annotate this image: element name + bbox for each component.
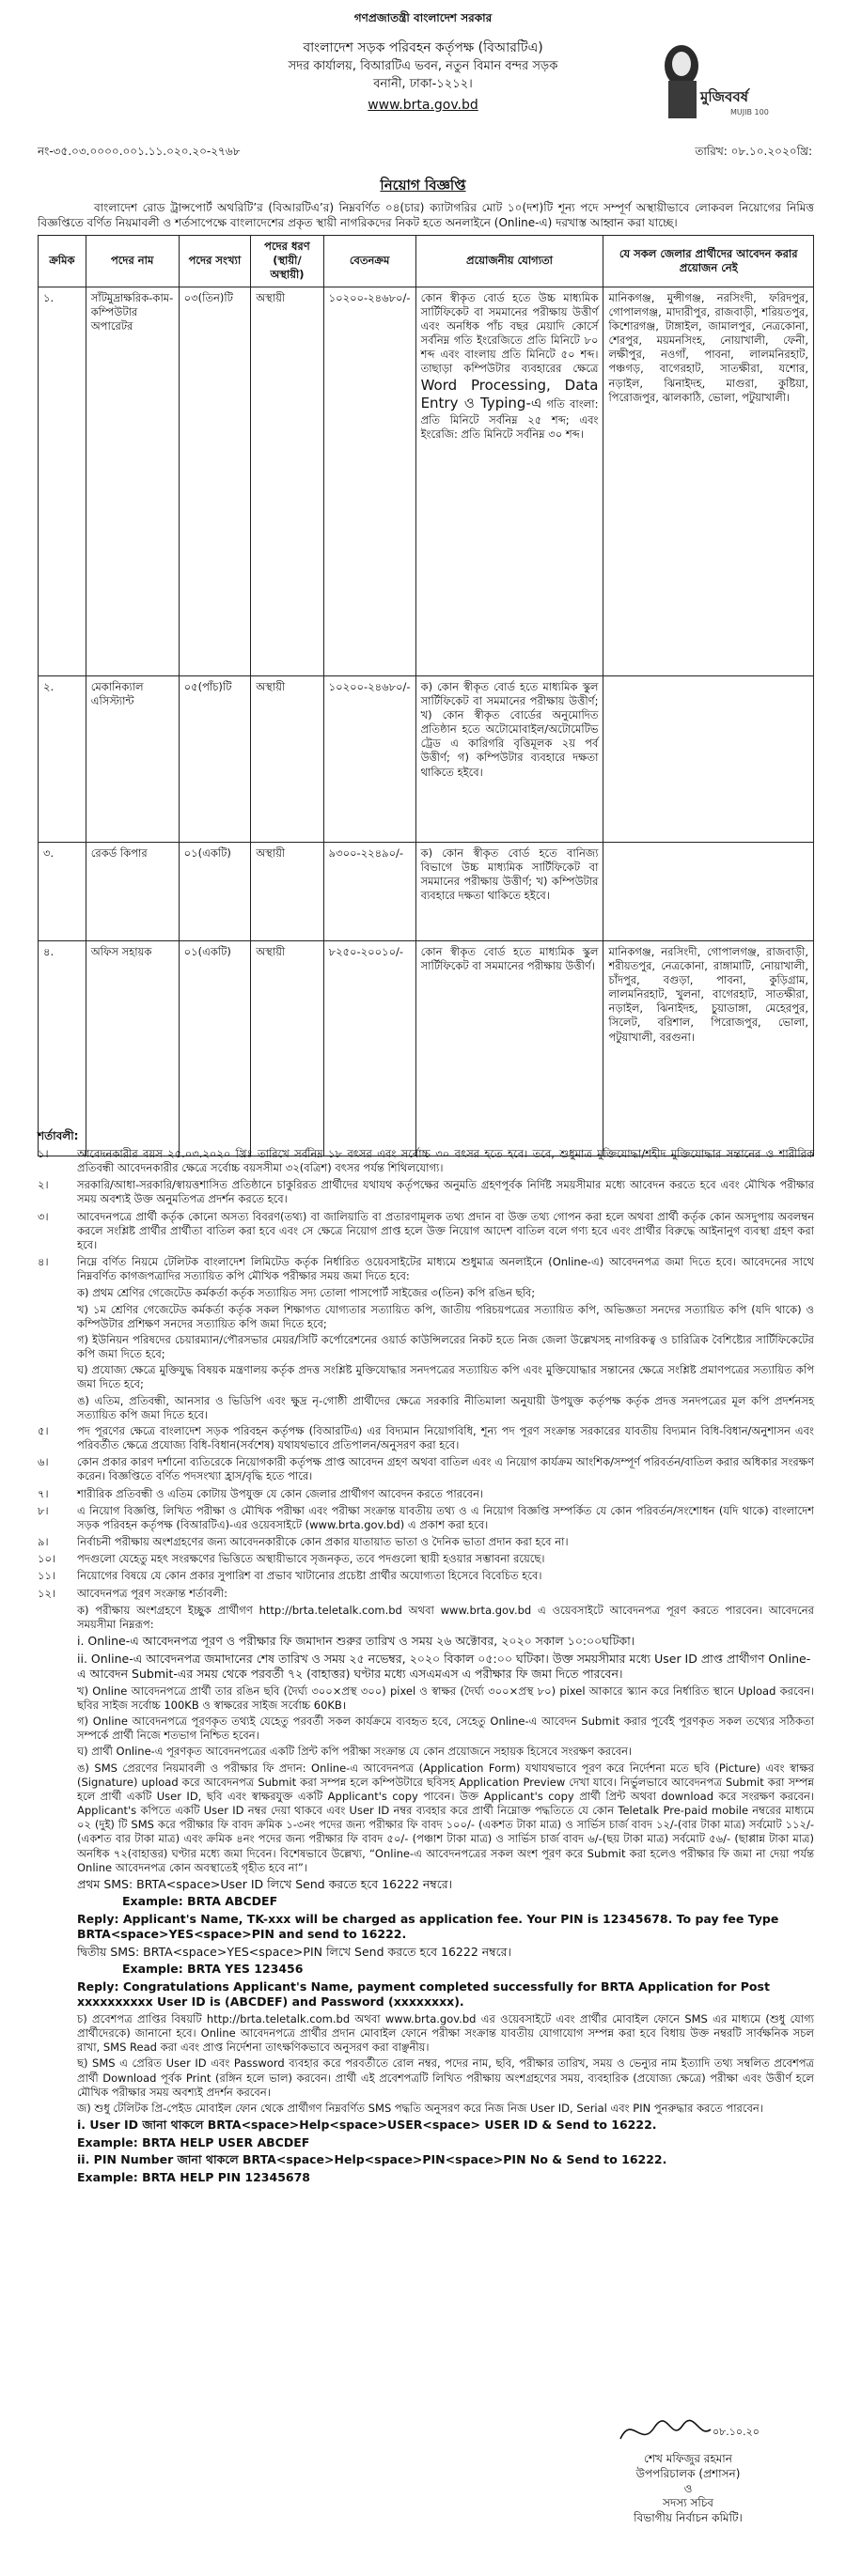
term-number: ১০। [38,1552,56,1566]
document-requirement: খ) ১ম শ্রেণির গেজেটেড কর্মকর্তা কর্তৃক সকল শিক্ষাগত যোগ্যতার সত্যায়িত কপি, জাতীয় পরিচয়পত্রের সত্যায়িত কপি, অভিজ্ঞতা সনদের সত্যায়িত কপি (যদি থাকে) ও কম্পিউটার প্রশিক্ষণ সনদের সত্যায়িত কপি জমা দিতে হবে; [77,1302,814,1330]
cell-post-name: রেকর্ড কিপার [86,842,179,940]
term-item [38,1569,814,1583]
memo-number: নং-৩৫.০৩.০০০০.০০১.১১.০২০.২০-২৭৬৮ [38,145,241,158]
terms-label: শর্তাবলী: [38,1129,79,1142]
application-end-date: ii. Online-এ আবেদনপত্র জমাদানের শেষ তারিখ ও সময় ২৫ নভেম্বর, ২০২০ বিকাল ০৫:০০ ঘটিকা। উক্ত সময়সীমার মধ্যে User ID প্রাপ্ত প্রার্থীগণ Online-এ আবেদন Submit-এর সময় থেকে পরবর্তী ৭২ (বাহাত্তর) ঘণ্টার মধ্যে এসএমএস এ পরীক্ষার ফি জমা দিতে পারবেন। [77,1651,811,1682]
cell-excluded-districts: মানিকগঞ্জ, মুন্সীগঞ্জ, নরসিংদী, ফরিদপুর, গোপালগঞ্জ, মাদারীপুর, রাজবাড়ী, শরিয়তপুর, কিশোরগঞ্জ, টাঙ্গাইল, জামালপুর, নেত্রকোনা, শেরপুর, ময়মনসিংহ, নোয়াখালী, ফেনী, লক্ষীপুর, নওগাঁ, পাবনা, লালমনিরহাট, পঞ্চগড়, বাগেরহাট, সাতক্ষীরা, যশোর, নড়াইল, ঝিনাইদহ, মাগুরা, কুষ্টিয়া, পিরোজপুর, ঝালকাঠি, ভোলা, পটুয়াখালী। [603,287,814,675]
term-text: সরকারি/আধা-সরকারি/স্বায়ত্তশাসিত প্রতিষ্ঠানে চাকুরিরত প্রার্থীদের যথাযথ কর্তৃপক্ষের অনুমতি গ্রহণপূর্বক নির্দিষ্ট সময়সীমার মধ্যে আবেদন করতে হবে এবং মৌখিক পরীক্ষার সময় অবশ্যই উক্ত অনুমতিপত্র প্রদর্শন করতে হবে। [77,1178,814,1206]
government-heading: গণপ্রজাতন্ত্রী বাংলাদেশ সরকার [353,11,493,24]
term-number: ৬। [38,1455,49,1469]
logo-mark-text: MUJIB 100 [730,108,769,116]
col-header-post-type: পদের ধরণ (স্থায়ী/ অস্থায়ী) [251,236,323,287]
signatory-role: সদস্য সচিব [663,2496,713,2510]
signatory-conjunction: ও [683,2481,693,2495]
second-sms-example: Example: BRTA YES 123456 [122,1962,304,1977]
admit-card-download-info: ছ) SMS এ প্রেরিত User ID এবং Password ব্যবহার করে পরবর্তীতে রোল নম্বর, পদের নাম, ছবি, পরীক্ষার তারিখ, সময় ও ভেন্যুর নাম ইত্যাদি তথ্য সম্বলিত প্রবেশপত্র প্রার্থী Download পূর্বক Print (রঙ্গিন হলে ভাল) করবেন। প্রার্থী এই প্রবেশপত্রটি লিখিত পরীক্ষায় অংশগ্রহণের সময়, ব্যবহারিক (প্রযোজ্য ক্ষেত্রে) পরীক্ষা এবং উত্তীর্ণ হলে মৌখিক পরীক্ষার সময় অবশ্যই প্রদর্শন করবেন। [77,2056,814,2099]
signature-image [613,2411,763,2452]
table-row [39,842,814,940]
cell-post-type: অস্থায়ী [251,842,323,940]
term-item [38,1147,814,1175]
signature-block [575,2411,801,2526]
term-item [38,1210,814,1253]
user-id-recovery: i. User ID জানা থাকলে BRTA<space>Help<space>USER<space> USER ID & Send to 16222. [77,2118,657,2133]
term-number: ৩। [38,1209,49,1223]
online-application-info: ক) পরীক্ষায় অংশগ্রহণে ইচ্ছুক প্রার্থীগণ http://brta.teletalk.com.bd অথবা www.brta.gov.bd এ ওয়েবসাইটে আবেদনপত্র পূরণ করতে পারবেন। আবেদনের সময়সীমা নিম্নরূপ: [77,1603,814,1631]
cell-pay-scale: ৯৩০০-২২৪৯০/- [323,842,415,940]
term-item [38,1504,814,1532]
term-item [38,1178,814,1206]
table-row [39,675,814,842]
table-row [39,940,814,1156]
admit-card-info: চ) প্রবেশপত্র প্রাপ্তির বিষয়টি http://brta.teletalk.com.bd অথবা www.brta.gov.bd এর ওয়েবসাইটে এবং প্রার্থীর মোবাইল ফোনে SMS এর মাধ্যমে (শুধু যোগ্য প্রার্থীদেরকে) জানানো হবে। Online আবেদনপত্রে প্রার্থীর প্রদান মোবাইল ফোনে পরীক্ষা সংক্রান্ত যাবতীয় যোগাযোগ সম্পন্ন করা হবে বিধায় উক্ত নম্বরটি সার্বক্ষনিক সচল রাখা, SMS Read করা এবং প্রাপ্ত নির্দেশনা তাৎক্ষণিকভাবে অনুসরণ করা বাঞ্ছনীয়। [77,2011,814,2055]
cell-serial: ২. [39,675,86,842]
term-text: নিম্নে বর্ণিত নিয়মে টেলিটক বাংলাদেশ লিমিটেড কর্তৃক নির্ধারিত ওয়েবসাইটের মাধ্যমে শুধুমাত্র অনলাইনে (Online-এ) আবেদনপত্র জমা দিতে হবে। আবেদনের সাথে নিম্নবর্ণিত কাগজপত্রাদির সত্যায়িত কপি মৌখিক পরীক্ষার সময় জমা দিতে হবে: [77,1255,814,1283]
pin-recovery-info: জ) শুধু টেলিটক প্রি-পেইড মোবাইল ফোন থেকে প্রার্থীগণ নিম্নবর্ণিত SMS পদ্ধতি অনুসরণ করে নিজ নিজ User ID, Serial এবং PIN পুনরুদ্ধার করতে পারবেন। [77,2101,763,2115]
cell-excluded-districts [603,842,814,940]
first-sms-example: Example: BRTA ABCDEF [122,1894,278,1909]
term-number: ১২। [38,1586,56,1600]
document-requirement: গ) ইউনিয়ন পরিষদের চেয়ারম্যান/পৌরসভার মেয়র/সিটি কর্পোরেশনের ওয়ার্ড কাউন্সিলরের নিকট হতে নিজ জেলা উল্লেখসহ নাগরিকত্ব ও চারিত্রিক বৈশিষ্ট্যের সার্টিফিকেটের কপি জমা দিতে হবে; [77,1332,814,1361]
first-sms-reply: Reply: Applicant's Name, TK-xxx will be charged as application fee. Your PIN is 12345678. To pay fee Type BRTA<space>YES<space>PIN and send to 16222. [77,1911,779,1942]
cell-serial: ১. [39,287,86,675]
cell-qualification: কোন স্বীকৃত বোর্ড হতে মাধ্যমিক স্কুল সার্টিফিকেট বা সমমানের পরীক্ষায় উত্তীর্ণ। [415,940,603,1156]
cell-pay-scale: ৮২৫০-২০০১০/- [323,940,415,1156]
term-text: আবেদনপত্রে প্রার্থী কর্তৃক কোনো অসত্য বিবরণ(তথ্য) বা জালিয়াতি বা প্রতারণামূলক তথ্য প্রদান বা উক্ত তথ্য গোপন করা হলে অথবা প্রার্থী কর্তৃক কোন অসদুপায় অবলম্বন করলে সংশ্লিষ্ট প্রার্থীর প্রার্থীতা বাতিল করা হবে এবং সে ক্ষেত্রে নিয়োগ প্রাপ্ত হলে উক্ত নিয়োগ আদেশ বাতিল বলে গণ্য হবে এবং প্রার্থীর বিরুদ্ধে আইনানুগ ব্যবস্থা গ্রহণ করা হবে। [77,1209,814,1251]
vacancy-table [38,235,814,1156]
submit-accuracy-rule: গ) Online আবেদনপত্রে পূরণকৃত তথ্যই যেহেতু পরবর্তী সকল কার্যক্রমে ব্যবহৃত হবে, সেহেতু Online-এ আবেদন Submit করার পূর্বেই পূরণকৃত সকল তথ্যের সঠিকতা সম্পর্কে প্রার্থী নিজে শতভাগ নিশ্চিত হবেন। [77,1715,814,1743]
signature-date: ০৮.১০.২০ [713,2426,760,2438]
first-sms-instruction: প্রথম SMS: BRTA<space>User ID লিখে Send করতে হবে 16222 নম্বরে। [77,1876,453,1891]
photo-upload-rule: খ) Online আবেদনপত্রে প্রার্থী তার রঙিন ছবি (দৈর্ঘ্য ৩০০×প্রস্থ ৩০০) pixel ও স্বাক্ষর (দৈর্ঘ্য ৩০০×প্রস্থ ৮০) pixel আকারে স্ক্যান করে নির্ধারিত স্থানে Upload করবেন। ছবির সাইজ সর্বোচ্চ 100KB ও স্বাক্ষরের সাইজ সর্বোচ্চ 60KB। [77,1684,814,1712]
term-number: ৯। [38,1535,49,1549]
term-text: শারীরিক প্রতিবন্ধী ও এতিম কোটায় উপযুক্ত যে কোন জেলার প্রার্থীগণ আবেদন করতে পারবেন। [77,1486,484,1500]
cell-post-count: ০৫(পাঁচ)টি [179,675,251,842]
term-number: ৭। [38,1486,49,1500]
term-text: পদগুলো যেহেতু মহৎ সংরক্ষণের ভিত্তিতে অস্থায়ীভাবে সৃজনকৃত, তবে পদগুলো স্থায়ী হওয়ার সম্ভাবনা রয়েছে। [77,1552,545,1566]
cell-serial: ৩. [39,842,86,940]
cell-pay-scale: ১০২০০-২৪৬৮০/- [323,287,415,675]
notice-title: নিয়োগ বিজ্ঞপ্তি [380,177,466,194]
pin-recovery-example: Example: BRTA HELP PIN 12345678 [77,2169,310,2184]
application-start-date: i. Online-এ আবেদনপত্র পূরণ ও পরীক্ষার ফি জমাদান শুরুর তারিখ ও সময় ২৬ অক্টোবর, ২০২০ সকাল ১০:০০ঘটিকা। [77,1634,635,1649]
term-item [38,1255,814,1283]
col-header-excluded-districts: যে সকল জেলার প্রার্থীদের আবেদন করার প্রয়োজন নেই [603,236,814,287]
notice-intro: বাংলাদেশ রোড ট্রান্সপোর্ট অথরিটি’র (বিআরটিএ’র) নিম্নবর্ণিত ০৪(চার) ক্যাটাগরির মোট ১০(দশ)টি শূন্য পদে সম্পূর্ণ অস্থায়ীভাবে লোকবল নিয়োগের নিমিত্ত বিজ্ঞপ্তিতে বর্ণিত নিয়মাবলী ও শর্তসাপেক্ষে বাংলাদেশের প্রকৃত স্থায়ী নাগরিকদের নিকট হতে অনলাইনে (Online-এ) দরখাস্ত আহ্বান করা যাচ্ছে। [38,201,814,229]
logo-bengali-text: মুজিববর্ষ [700,88,749,105]
sms-fee-instructions: ঙ) SMS প্রেরণের নিয়মাবলী ও পরীক্ষার ফি প্রদান: Online-এ আবেদনপত্র (Application Form) যথাযথভাবে পূরণ করে নির্দেশনা মতে ছবি (Picture) এবং স্বাক্ষর (Signature) upload করে আবেদনপত্র Submit করা সম্পন্ন হলে কম্পিউটারে ছবিসহ Application Preview দেখা যাবে। নির্ভুলভাবে আবেদনপত্র Submit করা সম্পন্ন হলে প্রার্থী একটি User ID, ছবি এবং স্বাক্ষরযুক্ত একটি Applicant's copy পাবেন। উক্ত Applicant's copy প্রার্থী প্রিন্ট অথবা download করে সংরক্ষণ করবেন। Applicant's কপিতে একটি User ID নম্বর দেয়া থাকবে এবং User ID নম্বর ব্যবহার করে প্রার্থী নিম্নোক্ত পদ্ধতিতে যে কোন Teletalk Pre-paid mobile নম্বরের মাধ্যমে ০২ (দুই) টি SMS করে পরীক্ষার ফি বাবদ ক্রমিক ১-৩নং পদের জন্য পরীক্ষার ফি বাবদ ১০০/- (একশত টাকা মাত্র) ও সার্ভিস চার্জ বাবদ ১২/-(বার টাকা মাত্র) সর্বমোট ১১২/- (একশত বার টাকা মাত্র) এবং ক্রমিক ৪নং পদের জন্য পরীক্ষার ফি বাবদ ৫০/- (পঞ্চাশ টাকা মাত্র) ও সার্ভিস চার্জ বাবদ ৬/-(ছয় টাকা মাত্র) সর্বমোট ৫৬/- (ছাপ্পান্ন টাকা মাত্র) অনধিক ৭২(বাহাত্তর) ঘণ্টার মধ্যে জমা দিবেন। বিশেষভাবে উল্লেখ্য, “Online-এ আবেদনপত্রের সকল অংশ পূরণ করে Submit করা হলেও পরীক্ষার ফি জমা না দেয়া পর্যন্ত Online আবেদনপত্র কোন অবস্থাতেই গৃহীত হবে না”। [77,1761,814,1874]
cell-post-name: সাঁটমুদ্রাক্ষরিক-কাম-কম্পিউটার অপারেটর [86,287,179,675]
qualification-text: কোন স্বীকৃত বোর্ড হতে উচ্চ মাধ্যমিক সার্টিফিকেট বা সমমানের পরীক্ষায় উত্তীর্ণ এবং অনধিক পাঁচ বছর মেয়াদি কোর্সে সর্বনিম্ন গতি ইংরেজিতে প্রতি মিনিটে ৮০ শব্দ এবং বাংলায় প্রতি মিনিটে ৫০ শব্দ। তাছাড়া কম্পিউটার ব্যবহারের ক্ষেত্রে [420,290,599,376]
cell-qualification [415,287,603,675]
cell-excluded-districts: মানিকগঞ্জ, নরসিংদী, গোপালগঞ্জ, রাজবাড়ী, শরীয়তপুর, নেত্রকোনা, রাঙ্গামাটি, নোয়াখালী, চাঁদপুর, বগুড়া, পাবনা, কুড়িগ্রাম, লালমনিরহাট, খুলনা, বাগেরহাট, সাতক্ষীরা, নড়াইল, ঝিনাইদহ, চুয়াডাঙ্গা, মেহেরপুর, সিলেট, বরিশাল, পিরোজপুর, ভোলা, পটুয়াখালী, বরগুনা। [603,940,814,1156]
term-number: ১১। [38,1569,56,1583]
term-item [38,1587,814,1601]
cell-pay-scale: ১০২০০-২৪৬৮০/- [323,675,415,842]
table-row [39,287,814,675]
term-text: নির্বাচনী পরীক্ষায় অংশগ্রহণের জন্য আবেদনকারীকে কোন প্রকার যাতায়াত ভাতা ও দৈনিক ভাতা প্রদান করা হবে না। [77,1535,569,1549]
cell-post-type: অস্থায়ী [251,287,323,675]
signatory-designation: উপপরিচালক (প্রশাসন) [635,2466,741,2480]
term-text: আবেদনকারীর বয়স ২৫.০৩.২০২০ খ্রিঃ তারিখে সর্বনিম্ন ১৮ বৎসর এবং সর্বোচ্চ ৩০ বৎসর হতে হবে। তবে, শুধুমাত্র মুক্তিযোদ্ধা/শহীদ মুক্তিযোদ্ধার সন্তানের ও শারীরিক প্রতিবন্ধী আবেদনকারীর ক্ষেত্রে সর্বোচ্চ বয়সসীমা ৩২(বত্রিশ) বৎসর পর্যন্ত শিথিলযোগ্য। [77,1146,814,1174]
term-text: পদ পূরণের ক্ষেত্রে বাংলাদেশ সড়ক পরিবহন কর্তৃপক্ষ (বিআরটিএ) এর বিদ্যমান নিয়োগবিধি, শূন্য পদ পূরণ সংক্রান্ত সরকারের যাবতীয় বিদ্যমান বিধি-বিধান/অনুশাসন এবং পরিবর্তীত ক্ষেত্রে প্রযোজ্য বিধি-বিধান(সর্বশেষ) যথাযথভাবে প্রতিপালন/অনুসরণ করা হবে। [77,1423,814,1452]
cell-qualification: ক) কোন স্বীকৃত বোর্ড হতে বানিজ্য বিভাগে উচ্চ মাধ্যমিক সার্টিফিকেট বা সমমানের পরীক্ষায় উত্তীর্ণ; খ) কম্পিউটার ব্যবহারে দক্ষতা থাকিতে হইবে। [415,842,603,940]
mujib-borsho-logo [661,38,769,124]
cell-post-name: মেকানিক্যাল এসিস্ট্যান্ট [86,675,179,842]
col-header-post-name: পদের নাম [86,236,179,287]
term-item [38,1535,814,1549]
website-link[interactable]: www.brta.gov.bd [368,97,478,113]
term-text: নিয়োগের বিষয়ে যে কোন প্রকার সুপারিশ বা প্রভাব খাটানোর প্রচেষ্টা প্রার্থীর অযোগ্যতা হিসেবে বিবেচিত হবে। [77,1569,542,1583]
term-number: ২। [38,1178,49,1192]
address-line-1: সদর কার্যালয়, বিআরটিএ ভবন, নতুন বিমান বন্দর সড়ক [288,59,558,74]
qualification-english-text: Word Processing, Data Entry ও Typing-এ [420,376,599,412]
table-header-row [39,236,814,287]
term-text: এ নিয়োগ বিজ্ঞপ্তি, লিখিত পরীক্ষা ও মৌখিক পরীক্ষা এবং পরীক্ষা সংক্রান্ত যাবতীয় তথ্য ও এ নিয়োগ বিজ্ঞপ্তি সম্পর্কিত যে কোন পরিবর্তন/সংশোধন (যদি থাকে) বাংলাদেশ সড়ক পরিবহন কর্তৃপক্ষ (বিআরটিএ)-এর ওয়েবসাইটে (www.brta.gov.bd) এ প্রকাশ করা হবে। [77,1503,814,1531]
col-header-post-count: পদের সংখ্যা [179,236,251,287]
document-requirement: ঙ) এতিম, প্রতিবন্ধী, আনসার ও ভিডিপি এবং ক্ষুদ্র নৃ-গোষ্ঠী প্রার্থীদের ক্ষেত্রে সরকারি নীতিমালা অনুযায়ী উপযুক্ত কর্তৃপক্ষ কর্তৃক প্রদত্ত সনদপত্রের মূল কপি প্রদর্শনসহ সত্যায়িত কপি জমা দিতে হবে। [77,1393,814,1421]
term-item [38,1552,814,1566]
cell-serial: ৪. [39,940,86,1156]
signatory-committee: বিভাগীয় নির্বাচন কমিটি। [634,2511,743,2525]
cell-post-type: অস্থায়ী [251,675,323,842]
cell-post-count: ০১(একটি) [179,842,251,940]
term-text: কোন প্রকার কারণ দর্শানো ব্যতিরেকে নিয়োগকারী কর্তৃপক্ষ প্রাপ্ত আবেদন গ্রহণ অথবা বাতিল এবং এ নিয়োগ কার্যক্রম আংশিক/সম্পূর্ণ পরিবর্তন/বাতিল করার অধিকার সংরক্ষণ করেন। বিজ্ঞপ্তিতে বর্ণিত পদসংখ্যা হ্রাস/বৃদ্ধি হতে পারে। [77,1455,814,1483]
cell-post-count: ০১(একটি) [179,940,251,1156]
col-header-serial: ক্রমিক [39,236,86,287]
term-text: আবেদনপত্র পূরণ সংক্রান্ত শর্তাবলী: [77,1586,227,1600]
term-item [38,1455,814,1483]
term-item [38,1487,814,1501]
term-number: ৫। [38,1423,49,1437]
print-copy-rule: ঘ) প্রার্থী Online-এ পূরণকৃত আবেদনপত্রের একটি প্রিন্ট কপি পরীক্ষা সংক্রান্ত যে কোন প্রয়োজনে সহায়ক হিসেবে সংরক্ষণ করবেন। [77,1745,633,1759]
issue-date: তারিখ: ০৮.১০.২০২০খ্রি: [695,145,812,158]
term-number: ১। [38,1146,49,1160]
term-item [38,1424,814,1452]
second-sms-reply: Reply: Congratulations Applicant's Name, payment completed successfully for BRTA Application for Post xxxxxxxxxx User ID is (ABCDEF) and Password (xxxxxxxx). [77,1979,770,2010]
cell-qualification: ক) কোন স্বীকৃত বোর্ড হতে মাধ্যমিক স্কুল সার্টিফিকেট বা সমমানের পরীক্ষায় উত্তীর্ণ; খ) কোন স্বীকৃত বোর্ডের অনুমোদিত প্রতিষ্ঠান হতে অটোমোবাইল/অটোমেটিভ ট্রেড এ কারিগরি বৃত্তিমূলক ২য় পর্ব উত্তীর্ণ; গ) কম্পিউটার ব্যবহারে দক্ষতা থাকিতে হইবে। [415,675,603,842]
term-number: ৮। [38,1503,49,1517]
document-requirement: ঘ) প্রযোজ্য ক্ষেত্রে মুক্তিযুদ্ধ বিষয়ক মন্ত্রণালয় কর্তৃক প্রদত্ত সংশ্লিষ্ট মুক্তিযোদ্ধার সনদপত্রের সত্যায়িত কপি এবং মুক্তিযোদ্ধার সন্তানের ক্ষেত্রে সংশ্লিষ্ট প্রমাণপত্রের সত্যায়িত কপি জমা দিতে হবে; [77,1363,814,1391]
qualification-text-cont: গতি বাংলা: প্রতি মিনিটে সর্বনিম্ন ২৫ শব্দ; এবং ইংরেজি: প্রতি মিনিটে সর্বনিম্ন ৩০ শব্দ। [420,397,599,442]
user-id-recovery-example: Example: BRTA HELP USER ABCDEF [77,2134,310,2149]
cell-post-type: অস্থায়ী [251,940,323,1156]
term-number: ৪। [38,1255,49,1269]
address-line-2: বনানী, ঢাকা-১২১২। [373,77,473,92]
cell-post-name: অফিস সহায়ক [86,940,179,1156]
terms-section [38,1129,814,2187]
col-header-qualification: প্রয়োজনীয় যোগ্যতা [415,236,603,287]
organization-name: বাংলাদেশ সড়ক পরিবহন কর্তৃপক্ষ (বিআরটিএ) [303,39,543,55]
cell-post-count: ০৩(তিন)টি [179,287,251,675]
col-header-pay-scale: বেতনক্রম [323,236,415,287]
cell-excluded-districts [603,675,814,842]
pin-recovery: ii. PIN Number জানা থাকলে BRTA<space>Help<space>PIN<space>PIN No & Send to 16222. [77,2152,667,2167]
document-requirement: ক) প্রথম শ্রেণির গেজেটেড কর্মকর্তা কর্তৃক সত্যায়িত সদ্য তোলা পাসপোর্ট সাইজের ৩(তিন) কপি রঙিন ছবি; [77,1286,536,1300]
second-sms-instruction: দ্বিতীয় SMS: BRTA<space>YES<space>PIN লিখে Send করতে হবে 16222 নম্বরে। [77,1944,511,1959]
signatory-name: শেখ মফিজুর রহমান [644,2452,732,2465]
